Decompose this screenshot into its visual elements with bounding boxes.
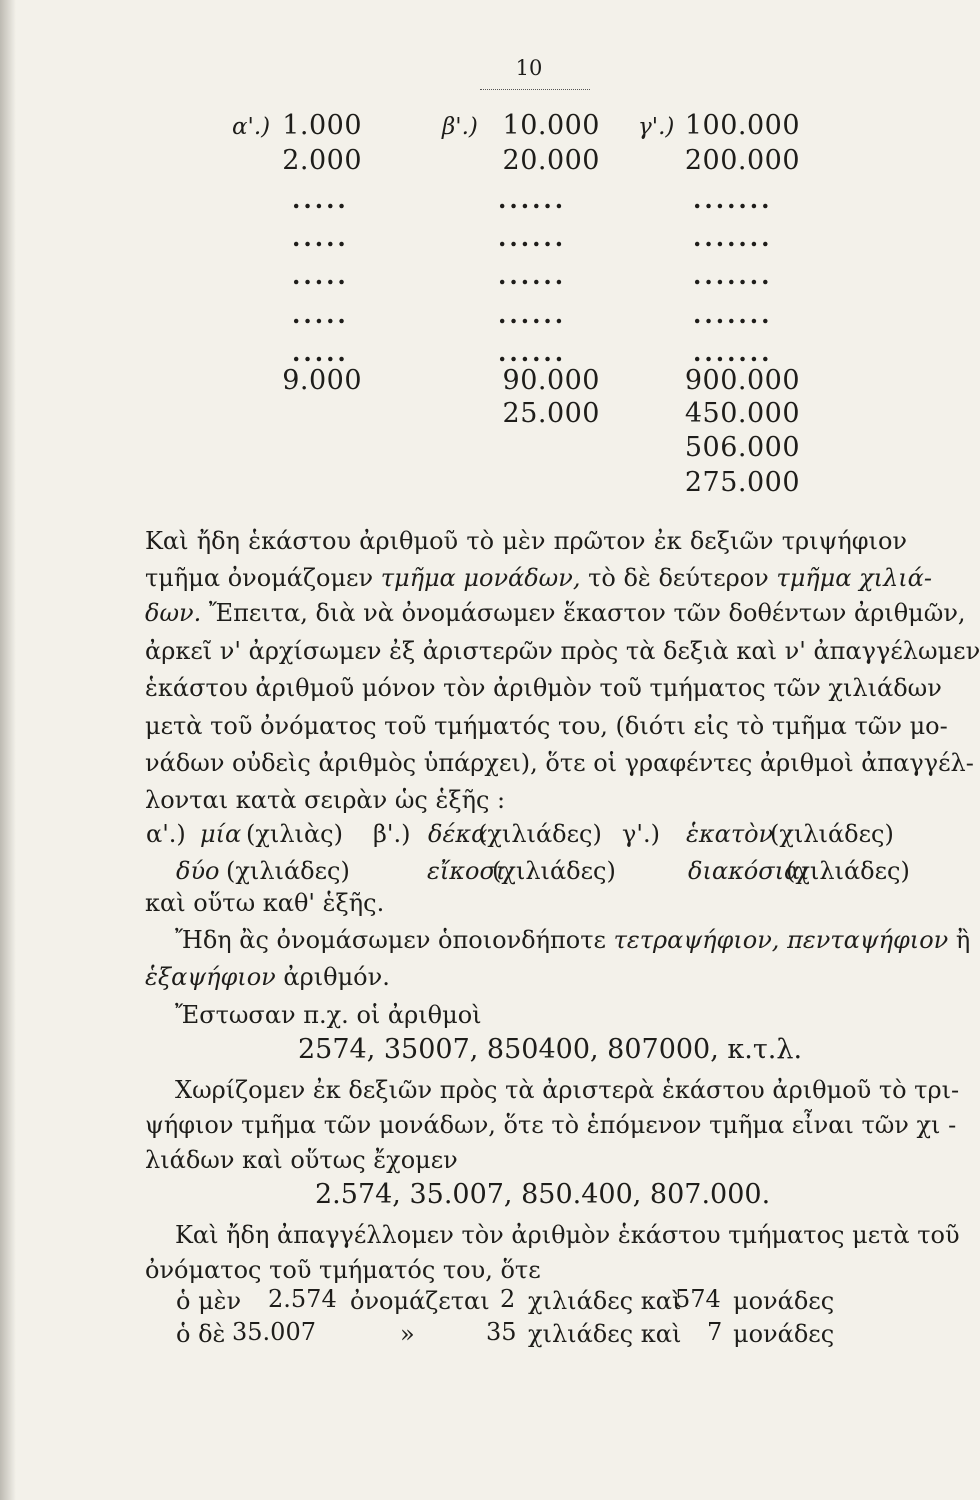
table-cell: 90.000 bbox=[502, 365, 600, 396]
text-span: Ἤδη ἂς ὀνομάσωμεν ὁποιονδήποτε bbox=[175, 926, 606, 954]
text-line bbox=[175, 925, 971, 955]
text-line: Καὶ ἤδη ἑκάστου ἀριθμοῦ τὸ μὲν πρῶτον ἐκ δεξιῶν τριψήφιον bbox=[145, 527, 907, 555]
text-span: τμῆμα ὀνομάζομεν bbox=[145, 564, 374, 592]
table-cell: 275.000 bbox=[684, 467, 800, 498]
term-units: τμῆμα μονάδων, bbox=[380, 564, 581, 592]
text-span: ἢ bbox=[955, 926, 971, 954]
separated-numbers: 2.574, 35.007, 850.400, 807.000. bbox=[315, 1179, 771, 1210]
term-six-digit: ἑξαψήφιον bbox=[145, 963, 276, 991]
table-cell: 1.000 bbox=[282, 110, 362, 141]
ellipsis-row: ....... bbox=[693, 223, 773, 252]
text-line: ὀνόματος τοῦ τμήματός του, ὅτε bbox=[145, 1256, 541, 1284]
ellipsis-row: ...... bbox=[498, 223, 567, 252]
row-thousands-text: χιλιάδες καὶ bbox=[528, 1320, 682, 1348]
page-edge-shadow bbox=[0, 0, 16, 1500]
term-thousands: τμῆμα χιλιά- bbox=[776, 564, 932, 592]
text-line: ψήφιον τμῆμα τῶν μονάδων, ὅτε τὸ ἑπόμενον τμῆμα εἶναι τῶν χι - bbox=[145, 1111, 957, 1139]
page-number-rule bbox=[480, 89, 590, 90]
label-c: γ'.) bbox=[622, 820, 660, 848]
text-line: Ἔστωσαν π.χ. οἱ ἀριθμοὶ bbox=[175, 1001, 482, 1029]
row-units-count: 574 bbox=[675, 1285, 721, 1313]
ellipsis-row: ....... bbox=[693, 261, 773, 290]
row-thousands-count: 35 bbox=[486, 1318, 517, 1346]
text-line: Καὶ ἤδη ἀπαγγέλλομεν τὸν ἀριθμὸν ἑκάστου τμήματος μετὰ τοῦ bbox=[175, 1221, 960, 1249]
column-label-a: α'.) bbox=[232, 114, 271, 140]
label-a: α'.) bbox=[146, 820, 186, 848]
example-numbers: 2574, 35007, 850400, 807000, κ.τ.λ. bbox=[298, 1034, 803, 1065]
table-cell: 100.000 bbox=[684, 110, 800, 141]
text-line: λιάδων καὶ οὕτως ἔχομεν bbox=[145, 1146, 458, 1174]
text-span: τὸ δὲ δεύτερον bbox=[588, 564, 769, 592]
table-cell: 2.000 bbox=[282, 145, 362, 176]
row-article: ὁ δὲ bbox=[176, 1320, 226, 1348]
text-line bbox=[145, 598, 966, 628]
table-cell: 20.000 bbox=[502, 145, 600, 176]
text-line: μετὰ τοῦ ὀνόματος τοῦ τμήματός του, (διότι εἰς τὸ τμῆμα τῶν μο- bbox=[145, 712, 948, 740]
row-verb: ὀνομάζεται bbox=[350, 1287, 490, 1315]
page-number: 10 bbox=[515, 56, 543, 80]
word-thousands: (χιλιάδες) bbox=[226, 857, 350, 885]
ellipsis-row: ..... bbox=[292, 338, 349, 367]
ellipsis-row: ...... bbox=[498, 261, 567, 290]
table-cell: 9.000 bbox=[282, 365, 362, 396]
row-units-count: 7 bbox=[707, 1318, 723, 1346]
text-span: Ἔπειτα, διὰ νὰ ὀνομάσωμεν ἕκαστον τῶν δοθέντων ἀριθμῶν, bbox=[208, 599, 966, 627]
table-cell: 25.000 bbox=[502, 398, 600, 429]
table-cell: 506.000 bbox=[684, 432, 800, 463]
text-line: λονται κατὰ σειρὰν ὡς ἑξῆς : bbox=[145, 786, 506, 814]
term-five-digit: πενταψήφιον bbox=[787, 926, 949, 954]
label-b: β'.) bbox=[373, 820, 411, 848]
column-label-c: γ'.) bbox=[638, 114, 675, 140]
term-four-digit: τετραψήφιον, bbox=[613, 926, 780, 954]
row-number: 35.007 bbox=[232, 1318, 316, 1346]
text-line: καὶ οὕτω καθ' ἑξῆς. bbox=[145, 889, 385, 917]
text-line bbox=[145, 962, 907, 992]
row-number: 2.574 bbox=[268, 1285, 337, 1313]
row-thousands-text: χιλιάδες καὶ bbox=[528, 1287, 682, 1315]
ellipsis-row: ..... bbox=[292, 223, 349, 252]
word-one: μία bbox=[200, 820, 242, 848]
row-units-text: μονάδες bbox=[733, 1320, 835, 1348]
row-thousands-count: 2 bbox=[500, 1285, 516, 1313]
table-cell: 10.000 bbox=[502, 110, 600, 141]
word-thousands: (χιλιάδες) bbox=[478, 820, 602, 848]
word-two: δύο bbox=[176, 857, 220, 885]
term-thousands-end: δων. bbox=[145, 599, 202, 627]
table-cell: 900.000 bbox=[684, 365, 800, 396]
ellipsis-row: ...... bbox=[498, 185, 567, 214]
word-thousands: (χιλιάδες) bbox=[492, 857, 616, 885]
word-two-hundred: διακόσιαι bbox=[688, 857, 810, 885]
row-verb: » bbox=[400, 1320, 415, 1348]
ellipsis-row: ....... bbox=[693, 300, 773, 329]
row-units-text: μονάδες bbox=[733, 1287, 835, 1315]
word-thousand: (χιλιὰς) bbox=[246, 820, 343, 848]
word-thousands: (χιλιάδες) bbox=[770, 820, 894, 848]
word-thousands: (χιλιάδες) bbox=[786, 857, 910, 885]
word-twenty: εἴκοσι bbox=[427, 857, 506, 885]
ellipsis-row: ..... bbox=[292, 261, 349, 290]
ellipsis-row: ..... bbox=[292, 185, 349, 214]
text-line bbox=[145, 563, 932, 593]
table-cell: 200.000 bbox=[684, 145, 800, 176]
word-ten: δέκα bbox=[428, 820, 488, 848]
text-line: Χωρίζομεν ἐκ δεξιῶν πρὸς τὰ ἀριστερὰ ἑκάστου ἀριθμοῦ τὸ τρι- bbox=[175, 1076, 960, 1104]
text-line: νάδων οὐδεὶς ἀριθμὸς ὑπάρχει), ὅτε οἱ γραφέντες ἀριθμοὶ ἀπαγγέλ- bbox=[145, 749, 974, 777]
ellipsis-row: ..... bbox=[292, 300, 349, 329]
table-cell: 450.000 bbox=[684, 398, 800, 429]
ellipsis-row: ....... bbox=[693, 338, 773, 367]
text-span: ἀριθμόν. bbox=[283, 963, 390, 991]
ellipsis-row: ...... bbox=[498, 338, 567, 367]
ellipsis-row: ...... bbox=[498, 300, 567, 329]
word-hundred: ἑκατὸν bbox=[686, 820, 774, 848]
column-label-b: β'.) bbox=[442, 114, 478, 140]
text-line: ἀρκεῖ ν' ἀρχίσωμεν ἐξ ἀριστερῶν πρὸς τὰ δεξιὰ καὶ ν' ἀπαγγέλωμεν bbox=[145, 637, 980, 665]
text-line: ἑκάστου ἀριθμοῦ μόνον τὸν ἀριθμὸν τοῦ τμήματος τῶν χιλιάδων bbox=[145, 674, 942, 702]
row-article: ὁ μὲν bbox=[176, 1287, 242, 1315]
ellipsis-row: ....... bbox=[693, 185, 773, 214]
